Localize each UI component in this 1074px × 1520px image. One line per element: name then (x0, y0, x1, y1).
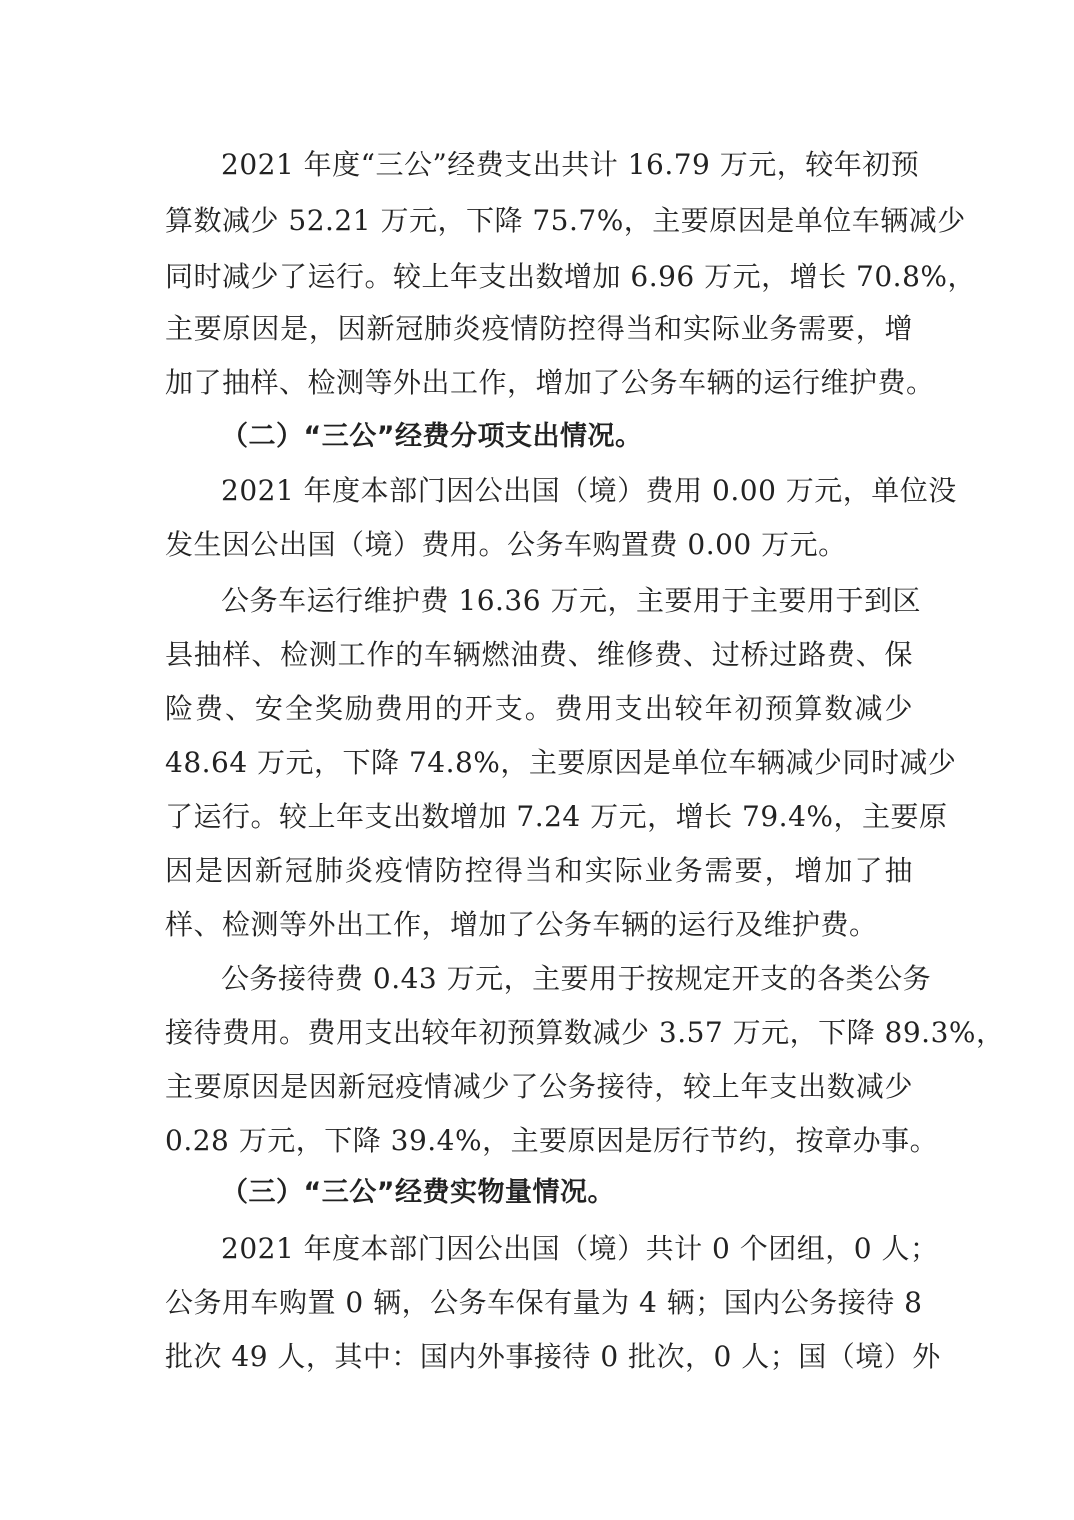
para4-line3: 主要原因是因新冠疫情减少了公务接待，较上年支出数减少 (165, 1070, 913, 1103)
section-heading-2: （二）“三公”经费分项支出情况。 (221, 421, 643, 452)
para5-line1: 2021 年度本部门因公出国（境）共计 0 个团组，0 人； (221, 1232, 939, 1265)
para1-line4: 主要原因是，因新冠肺炎疫情防控得当和实际业务需要，增 (165, 312, 913, 345)
section-heading-3: （三）“三公”经费实物量情况。 (221, 1177, 615, 1208)
para5-line2: 公务用车购置 0 辆，公务车保有量为 4 辆；国内公务接待 8 (165, 1286, 923, 1319)
para4-line2: 接待费用。费用支出较年初预算数减少 3.57 万元，下降 89.3%， (165, 1016, 1005, 1049)
para3-line3: 险费、安全奖励费用的开支。费用支出较年初预算数减少 (165, 692, 913, 725)
para2-line1: 2021 年度本部门因公出国（境）费用 0.00 万元，单位没 (221, 474, 957, 507)
para5-line3: 批次 49 人，其中：国内外事接待 0 批次，0 人；国（境）外 (165, 1340, 941, 1373)
para1-line3: 同时减少了运行。较上年支出数增加 6.96 万元，增长 70.8%， (165, 260, 976, 293)
para3-line7: 样、检测等外出工作，增加了公务车辆的运行及维护费。 (165, 908, 878, 941)
para3-line4: 48.64 万元，下降 74.8%，主要原因是单位车辆减少同时减少 (165, 746, 957, 779)
para1-line2: 算数减少 52.21 万元，下降 75.7%，主要原因是单位车辆减少 (165, 204, 966, 237)
para3-line6: 因是因新冠肺炎疫情防控得当和实际业务需要，增加了抽 (165, 854, 913, 887)
para3-line5: 了运行。较上年支出数增加 7.24 万元，增长 79.4%，主要原 (165, 800, 948, 833)
para4-line1: 公务接待费 0.43 万元，主要用于按规定开支的各类公务 (221, 962, 932, 995)
para2-line2: 发生因公出国（境）费用。公务车购置费 0.00 万元。 (165, 528, 847, 561)
para1-line1: 2021 年度“三公”经费支出共计 16.79 万元，较年初预 (221, 148, 920, 181)
para3-line2: 县抽样、检测工作的车辆燃油费、维修费、过桥过路费、保 (165, 638, 913, 671)
para3-line1: 公务车运行维护费 16.36 万元，主要用于主要用于到区 (221, 584, 921, 617)
para1-line5: 加了抽样、检测等外出工作，增加了公务车辆的运行维护费。 (165, 366, 935, 399)
para4-line4: 0.28 万元，下降 39.4%，主要原因是厉行节约，按章办事。 (165, 1124, 939, 1157)
